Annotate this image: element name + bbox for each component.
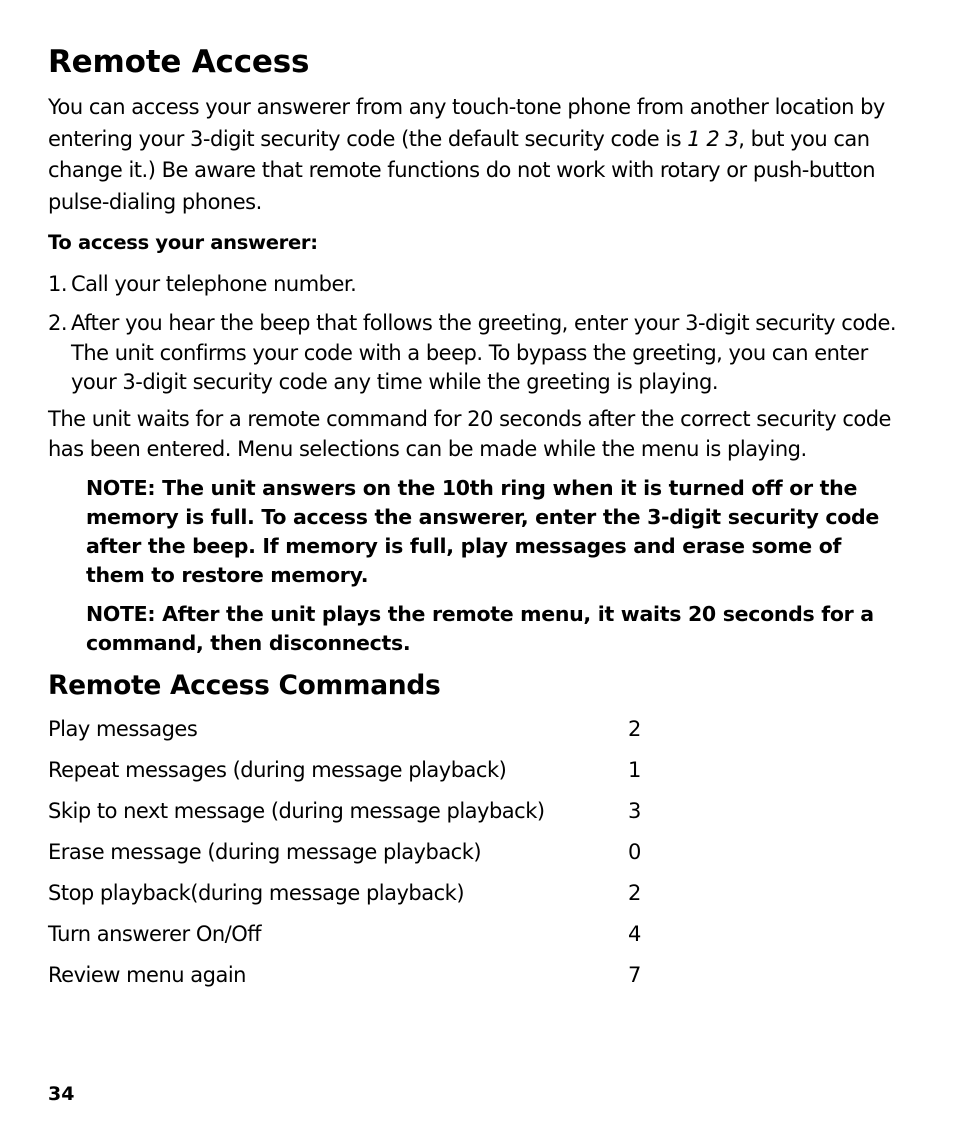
page-title: Remote Access: [48, 44, 310, 80]
command-label: Turn answerer On/Off: [48, 922, 262, 947]
intro-text-end: , but you can change it.) Be aware that remote functions do not work with rotary or push-button pulse-dialing phones.: [48, 126, 876, 214]
wait-paragraph: The unit waits for a remote command for 20 seconds after the correct security code has been entered. Menu selections can be made while the menu is playing.: [48, 407, 891, 461]
command-label: Erase message (during message playback): [48, 839, 482, 864]
command-row: [48, 872, 648, 913]
command-label: Repeat messages (during message playback): [48, 757, 507, 782]
commands-table: [48, 708, 648, 996]
command-row: [48, 790, 648, 831]
command-label: Play messages: [48, 716, 198, 741]
steps-heading: To access your answerer:: [48, 231, 318, 254]
step-text: Call your telephone number.: [71, 272, 357, 296]
step-number: 2.: [48, 311, 68, 335]
step-number: 1.: [48, 272, 68, 296]
command-key: 2: [628, 880, 641, 905]
step-2: [48, 309, 908, 398]
command-row: [48, 749, 648, 790]
command-key: 3: [628, 798, 641, 823]
step-text: After you hear the beep that follows the greeting, enter your 3-digit security code. The unit confirms your code with a beep. To bypass the greeting, you can enter your 3-digit security code any time while the greeting is playing.: [71, 311, 897, 394]
default-security-code: 1 2 3: [687, 126, 739, 151]
command-label: Skip to next message (during message playback): [48, 798, 545, 823]
commands-title: Remote Access Commands: [48, 670, 441, 701]
note-memory: NOTE: The unit answers on the 10th ring when it is turned off or the memory is full. To access the answerer, enter the 3-digit security code after the beep. If memory is full, play messages and erase some of them to restore memory.: [86, 476, 879, 587]
command-key: 4: [628, 922, 641, 947]
intro-text-start: You can access your answerer from any touch-tone phone from another location by entering your 3-digit security code (the default security code is: [48, 95, 885, 151]
command-key: 7: [628, 963, 641, 988]
command-row: [48, 831, 648, 872]
command-key: 2: [628, 716, 641, 741]
step-1: [48, 270, 908, 300]
command-key: 1: [628, 757, 641, 782]
intro-paragraph: [48, 92, 908, 218]
page-number: 34: [48, 1083, 75, 1105]
command-label: Review menu again: [48, 963, 246, 988]
command-row: [48, 913, 648, 954]
command-row: [48, 708, 648, 749]
command-key: 0: [628, 839, 641, 864]
note-disconnect: NOTE: After the unit plays the remote menu, it waits 20 seconds for a command, then disconnects.: [86, 602, 874, 655]
command-row: [48, 955, 648, 996]
command-label: Stop playback(during message playback): [48, 880, 465, 905]
